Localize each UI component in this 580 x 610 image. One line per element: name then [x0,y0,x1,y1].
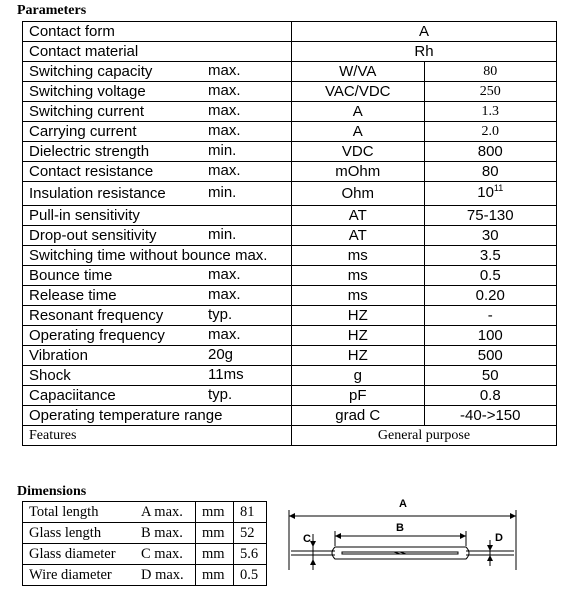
parameter-value-cell [424,326,557,346]
parameter-value-cell [424,102,557,122]
parameter-qualifier: max. [208,286,241,303]
parameter-name-cell [23,406,292,426]
parameter-unit: ms [292,246,425,266]
dimension-unit: mm [196,523,234,544]
parameter-row [23,162,557,182]
parameters-heading: Parameters [17,3,87,18]
parameter-value-cell [424,182,557,206]
parameter-qualifier: max. [208,162,241,179]
parameter-row [23,82,557,102]
parameter-name-cell [23,266,292,286]
parameter-value: General purpose [292,426,557,446]
parameter-unit: A [292,122,425,142]
parameter-name: Operating frequency [29,326,165,344]
dimension-qualifier: B max. [141,525,183,541]
parameter-unit: W/VA [292,62,425,82]
parameter-qualifier: 20g [208,346,234,363]
dimension-qualifier: A max. [141,504,183,520]
parameter-value: 75-130 [466,206,514,224]
parameter-qualifier: 11ms [208,366,244,383]
parameter-value: 80 [483,63,498,79]
parameter-value: 100 [477,326,503,344]
parameter-unit: HZ [292,326,425,346]
parameter-name-cell [23,346,292,366]
parameter-qualifier: min. [208,226,237,243]
parameter-value-cell [424,306,557,326]
parameter-qualifier: min. [208,142,237,159]
dimension-row [23,523,267,544]
dimension-value: 52 [234,523,267,544]
dimension-value: 5.6 [234,544,267,565]
parameter-value: 250 [479,83,501,99]
arrow-a-right [510,513,516,519]
parameter-row [23,406,557,426]
parameter-name: Drop-out sensitivity [29,226,157,244]
parameter-value-cell [424,286,557,306]
parameter-value: 80 [481,162,499,180]
parameter-name: Release time [29,286,117,304]
parameter-value-cell [424,162,557,182]
parameter-name: Capaciitance [29,386,116,404]
parameter-row [23,206,557,226]
parameter-name-cell [23,22,292,42]
parameter-name: Contact form [29,22,115,40]
parameter-name: Shock [29,366,71,384]
arrow-d-bottom [487,555,493,561]
dimension-unit: mm [196,565,234,586]
parameter-row [23,226,557,246]
parameter-value-cell [424,246,557,266]
parameter-name: Pull-in sensitivity [29,206,140,224]
parameters-table [22,21,557,446]
parameter-name-cell [23,246,292,266]
parameter-value: 0.5 [479,266,501,284]
dimension-qualifier: C max. [141,546,183,562]
dimension-unit: mm [196,544,234,565]
parameter-unit: VDC [292,142,425,162]
parameter-unit: AT [292,226,425,246]
parameter-row [23,366,557,386]
parameter-value: - [487,306,493,324]
arrow-b-right [460,533,466,539]
parameter-unit: ms [292,286,425,306]
reed-switch-dimension-drawing [280,494,530,586]
parameter-name: Contact resistance [29,162,154,180]
parameter-qualifier: max. [208,62,241,79]
parameter-value-cell [424,62,557,82]
parameter-name: Insulation resistance [29,184,166,202]
parameter-qualifier: min. [208,184,237,201]
parameter-row [23,286,557,306]
dimensions-heading: Dimensions [17,484,87,499]
parameter-row [23,306,557,326]
parameter-row [23,386,557,406]
parameter-unit: AT [292,206,425,226]
parameter-row [23,122,557,142]
parameter-value: 10 [477,184,494,201]
parameter-value: 0.8 [479,386,501,404]
parameter-name-cell [23,386,292,406]
parameter-row [23,102,557,122]
parameter-value-cell [424,142,557,162]
parameter-name: Switching capacity [29,62,153,80]
parameter-name: Vibration [29,346,88,364]
parameter-name-cell [23,42,292,62]
parameter-value: 800 [477,142,503,160]
parameter-value-cell [424,366,557,386]
dimension-row [23,502,267,523]
parameter-value: 30 [481,226,499,244]
parameter-name: Contact material [29,42,139,60]
dimension-name-cell [23,502,196,523]
parameter-row [23,22,557,42]
parameter-name-cell [23,62,292,82]
dimension-name: Total length [29,503,99,520]
parameter-row [23,42,557,62]
parameter-value: 500 [477,346,503,364]
parameter-value-cell [424,266,557,286]
dimension-value: 81 [234,502,267,523]
parameter-value-cell [424,226,557,246]
arrow-c-bottom [310,559,316,565]
parameter-value-cell [424,386,557,406]
parameter-value-cell [424,406,557,426]
parameter-unit: g [292,366,425,386]
parameter-row [23,182,557,206]
label-c: C [303,533,311,545]
parameter-unit: A [292,102,425,122]
parameter-exponent: 11 [493,183,504,193]
parameter-value: 50 [481,366,499,384]
parameter-name-cell [23,366,292,386]
parameter-row [23,426,557,446]
parameter-name: Operating temperature range [29,406,223,424]
label-d: D [495,532,503,544]
dimension-name: Glass diameter [29,545,116,562]
parameter-name-cell [23,82,292,102]
dimension-name-cell [23,565,196,586]
parameter-value-cell [424,122,557,142]
parameter-qualifier: max. [208,122,241,139]
parameter-name: Carrying current [29,122,137,140]
parameter-name-cell [23,142,292,162]
parameter-value-cell [424,206,557,226]
parameter-qualifier: max. [208,266,241,283]
parameter-value: 0.20 [475,286,505,304]
parameter-row [23,266,557,286]
parameter-name: Switching time without bounce max. [29,246,268,264]
parameter-name: Switching current [29,102,145,120]
parameter-name: Features [29,427,77,443]
arrow-a-left [289,513,295,519]
parameter-name-cell [23,102,292,122]
dimension-row [23,544,267,565]
parameter-qualifier: max. [208,82,241,99]
parameter-unit: VAC/VDC [292,82,425,102]
dimension-value: 0.5 [234,565,267,586]
label-b: B [396,522,404,534]
dimension-row [23,565,267,586]
parameter-value: 1.3 [481,103,499,119]
parameter-name-cell [23,162,292,182]
parameter-name: Resonant frequency [29,306,164,324]
parameter-name-cell [23,426,292,446]
parameter-value: 2.0 [481,123,499,139]
parameter-name: Bounce time [29,266,113,284]
parameter-qualifier: max. [208,102,241,119]
dimension-name-cell [23,544,196,565]
dimension-name: Wire diameter [29,566,112,583]
arrow-b-left [335,533,341,539]
parameter-name-cell [23,226,292,246]
dimension-name-cell [23,523,196,544]
parameter-name: Switching voltage [29,82,146,100]
parameter-value: A [292,22,557,42]
label-a: A [399,498,407,510]
arrow-d-top [487,545,493,551]
parameter-unit: mOhm [292,162,425,182]
parameter-qualifier: max. [208,326,241,343]
parameter-name-cell [23,122,292,142]
parameter-name-cell [23,182,292,206]
parameter-unit: ms [292,266,425,286]
parameter-name-cell [23,326,292,346]
parameter-qualifier: typ. [208,306,233,323]
parameter-name-cell [23,306,292,326]
parameter-row [23,62,557,82]
parameter-name-cell [23,286,292,306]
parameter-value: Rh [292,42,557,62]
parameter-qualifier: typ. [208,386,233,403]
parameter-unit: Ohm [292,182,425,206]
parameter-row [23,246,557,266]
dimensions-table [22,501,267,586]
parameter-value-cell [424,82,557,102]
parameter-unit: HZ [292,346,425,366]
parameter-row [23,346,557,366]
parameter-unit: pF [292,386,425,406]
parameter-unit: grad C [292,406,425,426]
dimension-name: Glass length [29,524,102,541]
parameter-value-cell [424,346,557,366]
dimension-qualifier: D max. [141,567,184,583]
dimension-unit: mm [196,502,234,523]
parameter-unit: HZ [292,306,425,326]
parameter-value: 3.5 [479,246,501,264]
parameter-row [23,326,557,346]
glass-envelope [332,547,469,559]
parameter-name-cell [23,206,292,226]
parameter-value: -40->150 [460,406,521,424]
parameter-name: Dielectric strength [29,142,150,160]
parameter-row [23,142,557,162]
